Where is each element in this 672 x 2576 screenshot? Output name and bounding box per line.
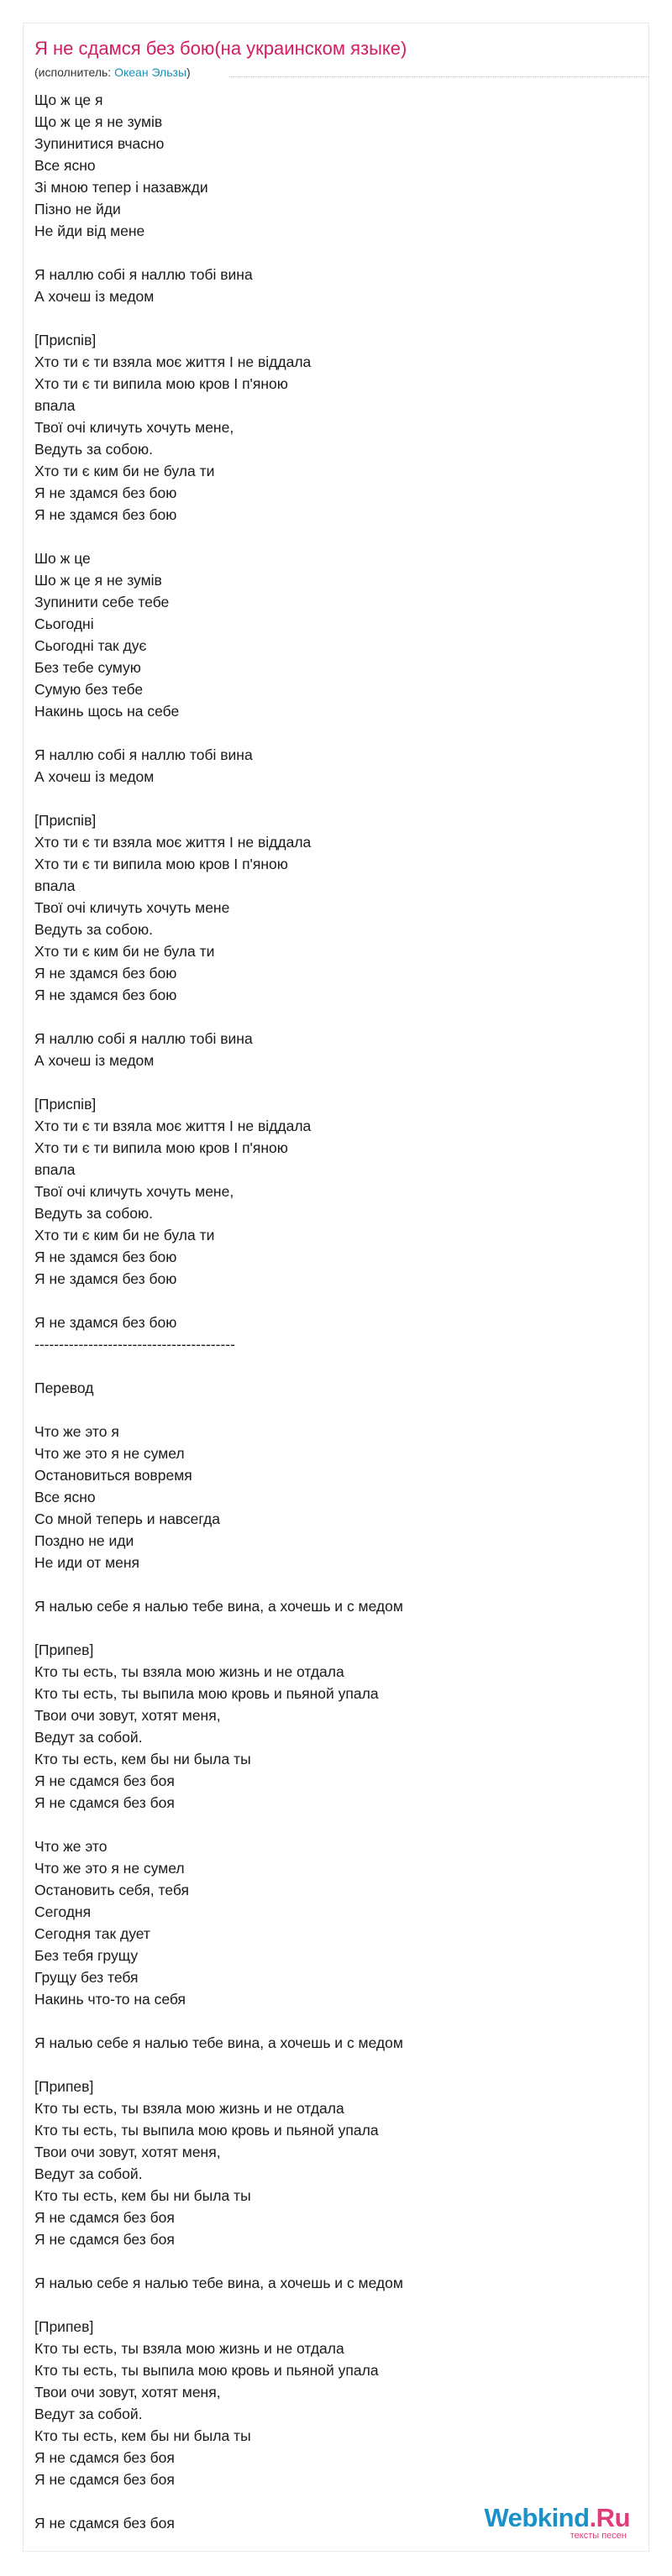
lyrics-text: Що ж це я Що ж це я не зумів Зупинитися вчасно Все ясно Зі мною тепер і назавжди Пізно не йди Не йди від мене Я наллю собі я наллю тобі вина А хочеш із медом [Приспів] Хто ти є ти взяла моє життя І не віддала Хто ти є ти випила мою кров І п'яною впала Твої очі кличуть хочуть мене, Ведуть за собою. Хто ти є ким би не була ти Я не здамся без бою Я не здамся без бою Шо ж це Шо ж це я не зумів Зупинити себе тебе Сьогодні Сьогодні так дує Без тебе сумую Сумую без тебе Накинь щось на себе Я наллю собі я наллю тобі вина А хочеш із медом [Приспів] Хто ти є ти взяла моє життя І не віддала Хто ти є ти випила мою кров І п'яною впала Твої очі кличуть хочуть мене Ведуть за собою. Хто ти є ким би не була ти Я не здамся без бою Я не здамся без бою Я наллю собі я наллю тобі вина А хочеш із медом [Приспів] Хто ти є ти взяла моє життя І не віддала Хто ти є ти випила мою кров І п'яною впала Твої очі кличуть хочуть мене, Ведуть за собою. Хто ти є ким би не була ти Я не здамся без бою Я не здамся без бою Я не здамся без бою ----------------------------------------- Перевод Что же это я Что же это я не сумел Остановиться вовремя Все ясно Со мной теперь и навсегда Поздно не иди Не иди от меня Я налью себе я налью тебе вина, а хочешь и с медом [Припев] Кто ты есть, ты взяла мою жизнь и не отдала Кто ты есть, ты выпила мою кровь и пьяной упала Твои очи зовут, хотят меня, Ведут за собой. Кто ты есть, кем бы ни была ты Я не сдамся без боя Я не сдамся без боя Что же это Что же это я не сумел Остановить себя, тебя Сегодня Сегодня так дует Без тебя грущу Грущу без тебя Накинь что-то на себя Я налью себе я налью тебе вина, а хочешь и с медом [Припев] Кто ты есть, ты взяла мою жизнь и не отдала Кто ты есть, ты выпила мою кровь и пьяной упала Твои очи зовут, хотят меня, Ведут за собой. Кто ты есть, кем бы ни была ты Я не сдамся без боя Я не сдамся без боя Я налью себе я налью тебе вина, а хочешь и с медом [Припев] Кто ты есть, ты взяла мою жизнь и не отдала Кто ты есть, ты выпила мою кровь и пьяной упала Твои очи зовут, хотят меня, Ведут за собой. Кто ты есть, кем бы ни была ты Я не сдамся без боя Я не сдамся без боя Я не сдамся без боя <box>34 92 403 2531</box>
song-title: Я не сдамся без бою(на украинском языке) <box>34 38 407 59</box>
site-logo[interactable] <box>484 2504 630 2541</box>
artist-link[interactable]: Океан Эльзы <box>114 65 187 79</box>
byline-prefix: (исполнитель: <box>34 65 115 79</box>
header-divider <box>229 76 648 77</box>
logo-wordmark <box>484 2504 630 2532</box>
logo-tagline: тексты песен <box>570 2531 627 2541</box>
byline-suffix: ) <box>186 65 191 79</box>
logo-tld: .Ru <box>589 2503 630 2532</box>
lyrics-page <box>23 23 649 2552</box>
artist-byline <box>34 65 639 80</box>
logo-name: Webkind <box>484 2503 590 2532</box>
song-header <box>34 37 639 80</box>
